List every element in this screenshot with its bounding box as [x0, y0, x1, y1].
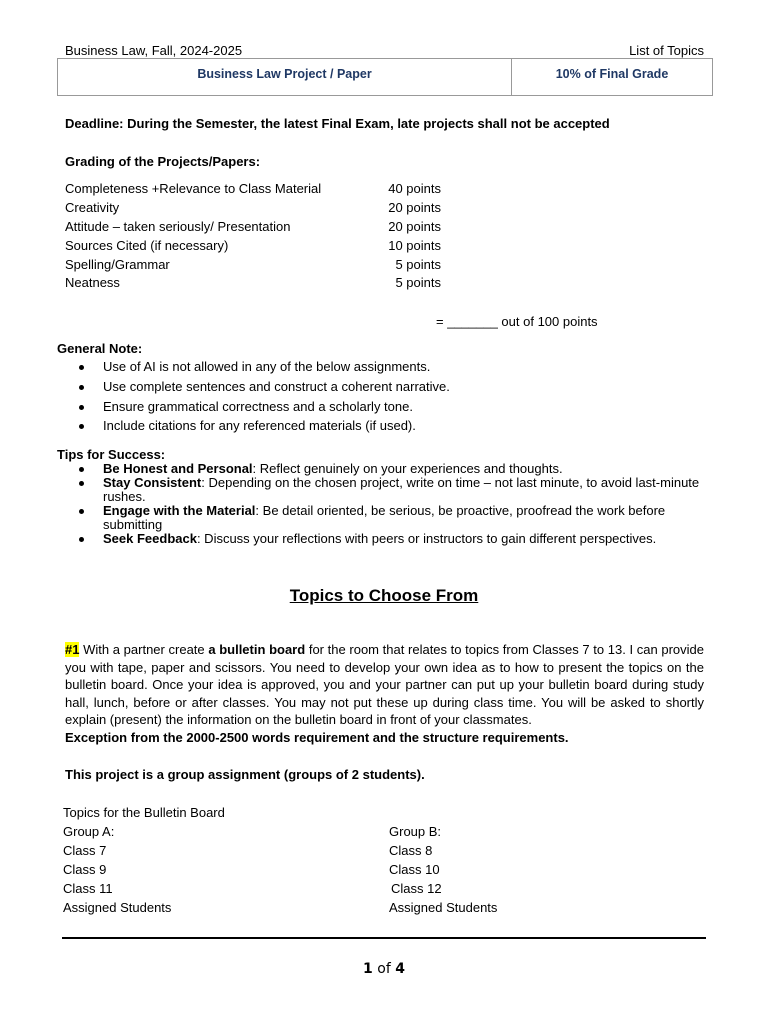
tip-item — [103, 475, 699, 490]
header-course: Business Law, Fall, 2024-2025 — [65, 43, 243, 58]
tip-text: : Reflect genuinely on your experiences and thoughts. — [252, 461, 563, 476]
bullet-icon — [79, 365, 84, 370]
page-current: 1 — [363, 961, 373, 977]
group-a-cell: Class 7 — [63, 843, 107, 858]
bullet-icon — [79, 481, 84, 486]
tip-text: : Discuss your reflections with peers or instructors to gain different perspectives. — [196, 531, 657, 546]
note-item: Use complete sentences and construct a coherent narrative. — [103, 379, 450, 394]
deadline: Deadline: During the Semester, the latest Final Exam, late projects shall not be accepted — [65, 116, 610, 131]
grading-points: 20 points — [388, 200, 441, 215]
group-a-cell: Class 11 — [63, 881, 113, 896]
tip-text: : Be detail oriented, be serious, be proactive, proofread the work before — [255, 503, 666, 518]
tip-title: Be Honest and Personal — [103, 461, 253, 476]
tip-continuation: rushes. — [103, 489, 146, 504]
topic-lead: With a partner create — [79, 642, 209, 657]
grading-label: Creativity — [65, 200, 120, 215]
project-title: Business Law Project / Paper — [197, 67, 372, 81]
topic-number: #1 — [65, 642, 80, 657]
header-doc-type: List of Topics — [629, 43, 704, 58]
bullet-icon — [79, 509, 84, 514]
grading-points: 10 points — [388, 238, 441, 253]
grade-weight: 10% of Final Grade — [555, 67, 669, 81]
grading-points: 40 points — [388, 181, 441, 196]
group-a-cell: Class 9 — [63, 862, 107, 877]
grading-points: 20 points — [388, 219, 441, 234]
page-total: 4 — [395, 961, 405, 977]
tip-text: : Depending on the chosen project, write on time – not last minute, to avoid last-minute — [201, 475, 700, 490]
footer-rule — [62, 937, 706, 939]
note-item: Use of AI is not allowed in any of the below assignments. — [103, 359, 431, 374]
tip-title: Stay Consistent — [103, 475, 202, 490]
tip-item — [103, 461, 563, 476]
grading-label: Sources Cited (if necessary) — [65, 238, 229, 253]
group-b-cell: Class 10 — [389, 862, 440, 877]
bullet-icon — [79, 424, 84, 429]
group-a-cell: Group A: — [63, 824, 115, 839]
topics-title: Topics to Choose From — [289, 586, 479, 605]
bullet-icon — [79, 537, 84, 542]
grading-total: = _______ out of 100 points — [436, 314, 598, 329]
bullet-icon — [79, 385, 84, 390]
bulletin-heading: Topics for the Bulletin Board — [63, 805, 225, 820]
topic-emphasis: a bulletin board — [208, 642, 306, 657]
grading-label: Neatness — [65, 275, 120, 290]
tip-continuation: submitting — [103, 517, 163, 532]
tip-item — [103, 531, 656, 546]
grading-points: 5 points — [395, 257, 441, 272]
note-item: Ensure grammatical correctness and a scholarly tone. — [103, 399, 413, 414]
group-b-cell: Assigned Students — [389, 900, 498, 915]
bullet-icon — [79, 405, 84, 410]
tip-title: Engage with the Material — [103, 503, 256, 518]
group-note: This project is a group assignment (groups of 2 students). — [65, 767, 425, 782]
page-of: of — [372, 961, 396, 977]
bullet-icon — [79, 467, 84, 472]
grading-label: Completeness +Relevance to Class Material — [65, 181, 322, 196]
grading-label: Spelling/Grammar — [65, 257, 170, 272]
grading-heading: Grading of the Projects/Papers: — [65, 154, 261, 169]
topic-exception: Exception from the 2000-2500 words requirement and the structure requirements. — [65, 730, 569, 745]
group-b-cell: Group B: — [389, 824, 442, 839]
note-item: Include citations for any referenced materials (if used). — [103, 418, 416, 433]
page-number — [0, 961, 768, 977]
grading-points: 5 points — [395, 275, 441, 290]
group-b-cell: Class 12 — [391, 881, 442, 896]
title-box — [57, 58, 713, 96]
topic-1-paragraph — [65, 641, 704, 729]
general-note-heading: General Note: — [57, 341, 143, 356]
grading-label: Attitude – taken seriously/ Presentation — [65, 219, 291, 234]
tip-item — [103, 503, 665, 518]
group-b-cell: Class 8 — [389, 843, 433, 858]
tip-title: Seek Feedback — [103, 531, 197, 546]
tips-heading: Tips for Success: — [57, 447, 166, 462]
topic-body: for the room that relates to topics from Classes 7 to 13. I can provide you with tape, paper and scissors. You need to develop your own idea as to how to present the topics on the bulletin board. Once your idea is approved, you and your partner can put up your bulletin board during study hall, lunch, before or after classes. You may not put these up during class time. You will be asked to shortly explain (present) the information on the bulletin board in front of your classmates. — [65, 642, 704, 727]
group-a-cell: Assigned Students — [63, 900, 172, 915]
